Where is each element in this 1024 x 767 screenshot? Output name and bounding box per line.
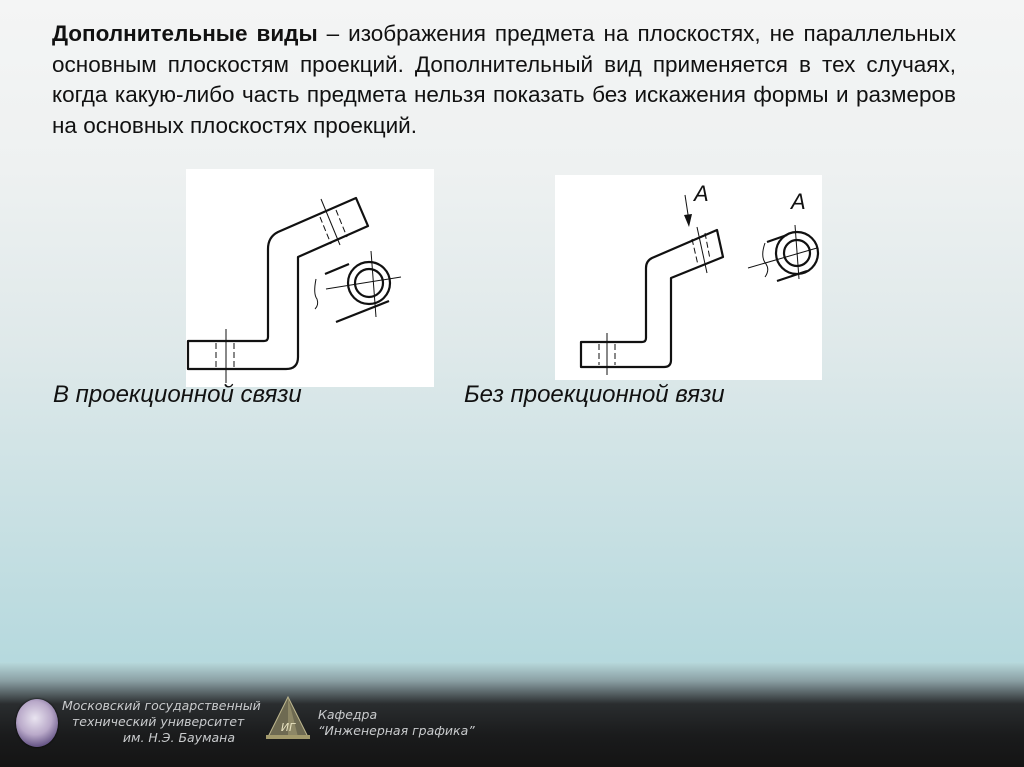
arrow-head-icon [684, 214, 692, 227]
university-emblem-icon [16, 699, 58, 747]
university-name [62, 698, 261, 746]
body-definition: – изображения предмета на плоскостях, не параллельных основным плоскостям проекций. Дополнительный вид применяется в тех случаях, когда какую-либо часть предмета нельзя показать без искажения формы и размеров на основных плоскостях проекций. [52, 21, 956, 138]
department-line-1: Кафедра [318, 707, 378, 722]
figure-free-view [555, 175, 822, 380]
department-name [318, 707, 475, 739]
university-line-1: Московский государственный [62, 698, 261, 713]
body-term: Дополнительные виды [52, 21, 318, 46]
view-label: A [791, 189, 806, 214]
arrow-label: A [694, 181, 709, 206]
caption-left: В проекционной связи [53, 381, 302, 408]
department-logo-icon [262, 693, 314, 743]
caption-right: Без проекционной вязи [464, 381, 725, 408]
university-line-3: им. Н.Э. Баумана [122, 730, 235, 745]
drawing-bracket-with-view [186, 169, 434, 387]
figure-projection-view [186, 169, 434, 387]
svg-text:ИГ: ИГ [280, 721, 296, 734]
university-line-2: технический университет [72, 714, 245, 729]
drawing-bracket-with-view-a [555, 175, 822, 380]
department-line-2: “Инженерная графика” [318, 723, 475, 738]
body-paragraph [52, 19, 956, 141]
